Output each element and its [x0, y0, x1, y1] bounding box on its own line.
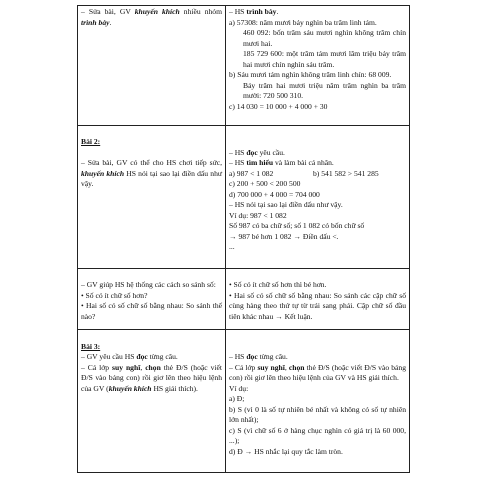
comparison: c) 200 + 500 < 200 500 [229, 179, 301, 189]
emphasis: khuyến khích [134, 7, 180, 16]
answer-line: b) Sáu mươi tám nghìn không trăm linh chín: 68 009. [229, 70, 392, 79]
emphasis: chọn [145, 362, 161, 372]
emphasis: khuyến khích [81, 168, 125, 178]
emphasis: trình bày [246, 7, 277, 16]
emphasis: đọc [246, 352, 258, 362]
comparison: d) 700 000 + 4 000 = 704 000 [229, 189, 320, 199]
emphasis: suy nghĩ [257, 362, 285, 372]
comparison: a) 987 < 1 082 [229, 168, 274, 178]
student-cell: • Số có ít chữ số hơn thì bé hơn. • Hai số có số chữ số bằng nhau: So sánh các cặp chữ số cùng hàng theo thứ tự từ trái sang phải. Cặp chữ số đầu tiên khác nhau → Kết luận. [226, 268, 410, 329]
teacher-cell [78, 125, 226, 268]
lesson-table [77, 5, 410, 473]
student-cell: – HS trình bày. a) 57308: năm mươi bảy nghìn ba trăm linh tám. 460 092: bốn trăm sáu mươi nghìn không trăm chín mươi hai. 185 729 600: một trăm tám mươi lăm triệu bảy trăm hai mươi chín nghìn sáu trăm. b) Sáu mươi tám nghìn không trăm linh chín: 68 009. Bảy trăm hai mươi triệu năm trăm nghìn ba trăm mười: 720 500 310. c) 14 030 = 10 000 + 4 000 + 30 [226, 6, 410, 126]
answer-line: 460 092: bốn trăm sáu mươi nghìn không trăm chín mươi hai. [243, 28, 406, 48]
teacher-cell: Bài 3: – GV yêu cầu HS đọc từng câu. – Cá lớp suy nghĩ, chọn thẻ Đ/S (hoặc viết Đ/S vào bảng con) rồi giơ lên theo hiệu lệnh của GV (khuyến khích HS giải thích). [78, 330, 226, 473]
student-cell: – HS đọc từng câu. – Cả lớp suy nghĩ, chọn thẻ Đ/S (hoặc viết Đ/S vào bảng con) rồi giơ lên theo hiệu lệnh của GV và HS giải thích. Ví dụ: a) Đ; b) S (vì 0 là số tự nhiên bé nhất và không có số tự nhiên lớn nhất); c) S (vì chữ số 6 ở hàng chục nghìn có giá trị là 60 000, ...); d) Đ → HS nhắc lại quy tắc làm tròn. [226, 330, 410, 473]
emphasis: khuyến khích [108, 383, 152, 393]
teacher-text: – Sửa bài, GV có thể cho HS chơi tiếp sức, khuyến khích HS nói tại sao lại điền dấu như vậy. [81, 158, 222, 189]
table-row [78, 330, 410, 473]
teacher-cell: – GV giúp HS hệ thống các cách so sánh số: • Số có ít chữ số hơn? • Hai số có số chữ số bằng nhau: So sánh thế nào? [78, 268, 226, 329]
student-cell: – HS đọc yêu cầu. – HS tìm hiểu và làm bài cá nhân. a) 987 < 1 082 b) 541 582 > 541 285 c) 200 + 500 < 200 500 d) 700 000 + 4 000 = 704 000 – HS nói tại sao lại điền dấu như vậy. Ví dụ: 987 < 1 082 Số 987 có ba chữ số; số 1 082 có bốn chữ số → 987 bé hơn 1 082 → Điền dấu <. ... [226, 125, 410, 268]
emphasis: suy nghĩ [112, 362, 141, 372]
answer-line: 185 729 600: một trăm tám mươi lăm triệu bảy trăm hai mươi chín nghìn sáu trăm. [243, 49, 406, 69]
table-row [78, 6, 410, 126]
emphasis: trình bày [81, 17, 110, 27]
emphasis: đọc [136, 352, 148, 362]
emphasis: chọn [288, 362, 305, 372]
answer-line: a) 57308: năm mươi bảy nghìn ba trăm linh tám. [229, 17, 377, 27]
table-row [78, 268, 410, 329]
emphasis: tìm hiểu [246, 158, 274, 168]
teacher-cell [78, 6, 226, 126]
emphasis: đọc [246, 147, 258, 157]
exercise-heading: Bài 2: [81, 137, 101, 147]
answer-line: c) 14 030 = 10 000 + 4 000 + 30 [229, 101, 328, 111]
table-row [78, 125, 410, 268]
teacher-text: – Sửa bài, GV khuyến khích nhiều nhóm trình bày. [81, 7, 222, 27]
answer-line: Bảy trăm hai mươi triệu năm trăm nghìn ba trăm mười: 720 500 310. [243, 80, 406, 100]
comparison: b) 541 582 > 541 285 [313, 168, 379, 178]
exercise-heading: Bài 3: [81, 341, 101, 351]
